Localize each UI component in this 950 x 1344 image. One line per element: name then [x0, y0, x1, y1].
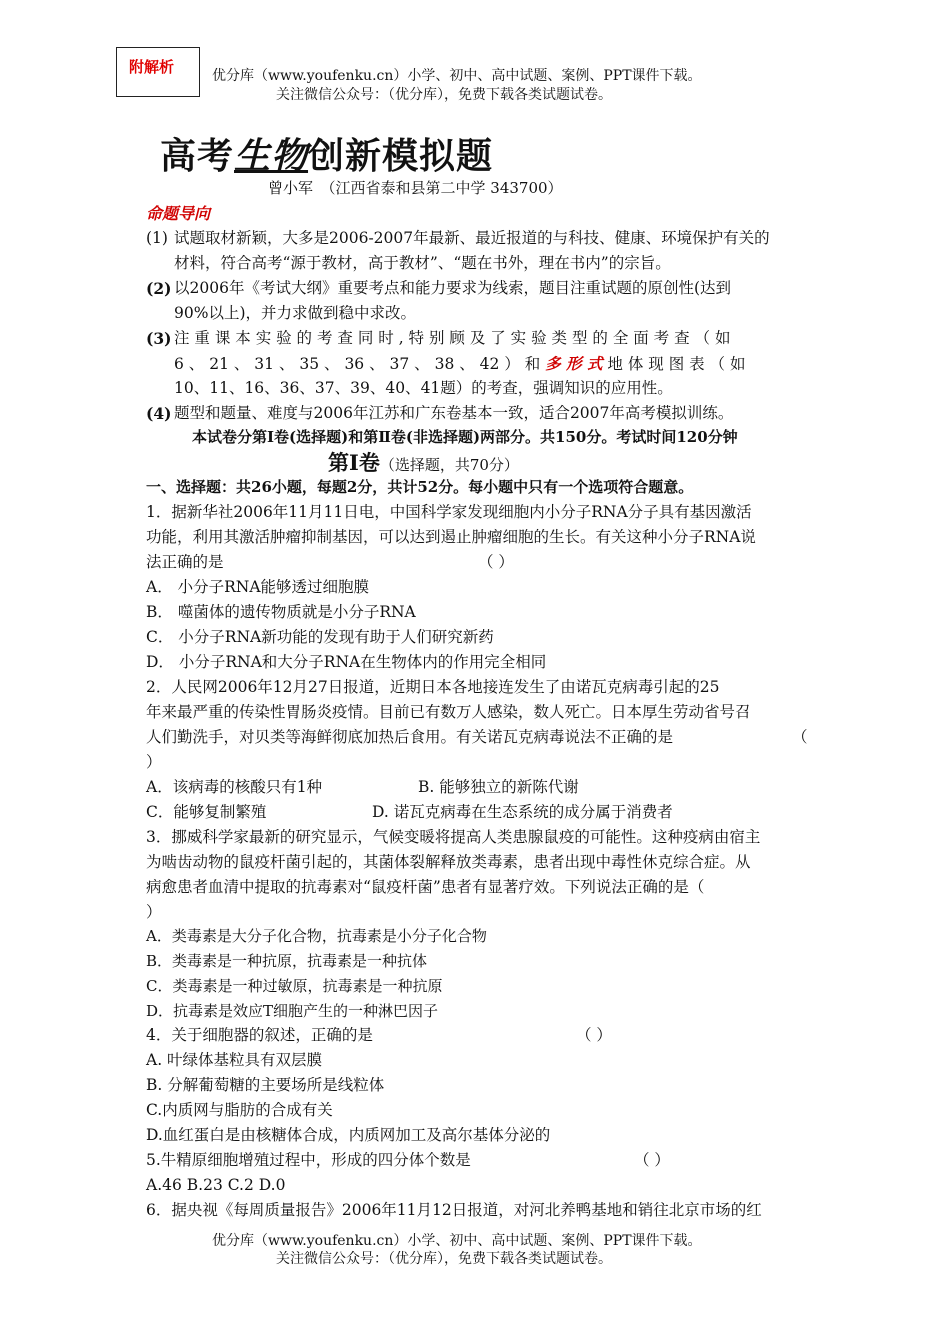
- q5-options: A.46 B.23 C.2 D.0: [146, 1176, 286, 1194]
- title-italic: 生物: [234, 135, 309, 177]
- q3-option-d: D．抗毒素是效应T细胞产生的一种淋巴因子: [146, 1002, 439, 1020]
- q3-line-1: 3．挪威科学家最新的研究显示，气候变暖将提高人类患腺鼠疫的可能性。这种疫病由宿主: [146, 828, 761, 846]
- header-line-2: 关注微信公众号：（优分库），免费下载各类试题试卷。: [276, 87, 612, 103]
- guide-item-3-line-1: 注 重 课 本 实 验 的 考 查 同 时 , 特 别 顾 及 了 实 验 类 型 的 全 面 考 查 （ 如: [174, 329, 731, 347]
- q1-line-2: 功能，利用其激活肿瘤抑制基因，可以达到遏止肿瘤细胞的生长。有关这种小分子RNA说: [146, 528, 756, 546]
- guide-item-4-line-1: 题型和题量、难度与2006年江苏和广东卷基本一致，适合2007年高考模拟训练。: [174, 404, 734, 422]
- guide-item-4-num: (4): [146, 404, 172, 423]
- guide-item-1-num: (1): [146, 229, 168, 247]
- exam-note: 本试卷分第Ⅰ卷(选择题)和第Ⅱ卷(非选择题)两部分。共150分。考试时间120分钟: [192, 428, 738, 446]
- q4-stem: 4．关于细胞器的叙述，正确的是: [146, 1026, 373, 1044]
- q2-option-d: D. 诺瓦克病毒在生态系统的成分属于消费者: [372, 803, 673, 821]
- footer-line-1: 优分库（www.youfenku.cn）小学、初中、高中试题、案例、PPT课件下载。: [212, 1233, 702, 1249]
- q3-option-a: A．类毒素是大分子化合物，抗毒素是小分子化合物: [146, 927, 487, 945]
- q4-option-d: D.血红蛋白是由核糖体合成，内质网加工及高尔基体分泌的: [146, 1126, 551, 1144]
- q2-line-1: 2．人民网2006年12月27日报道，近期日本各地接连发生了由诺瓦克病毒引起的25: [146, 678, 720, 696]
- page-title: [160, 128, 493, 179]
- guide-heading: 命题导向: [146, 204, 211, 223]
- q2-option-c: C．能够复制繁殖: [146, 803, 267, 821]
- guide-item-2-line-1: 以2006年《考试大纲》重要考点和能力要求为线索，题目注重试题的原创性(达到: [174, 279, 731, 297]
- q2-option-b: B. 能够独立的新陈代谢: [418, 778, 579, 796]
- q1-option-c: C． 小分子RNA新功能的发现有助于人们研究新药: [146, 628, 494, 646]
- q2-option-a: A．该病毒的核酸只有1种: [146, 778, 323, 796]
- q6-line-1: 6．据央视《每周质量报告》2006年11月12日报道，对河北养鸭基地和销往北京市场的红: [146, 1201, 762, 1219]
- title-prefix: 高考: [160, 135, 235, 177]
- q1-option-b: B． 噬菌体的遗传物质就是小分子RNA: [146, 603, 416, 621]
- q4-option-a: A. 叶绿体基粒具有双层膜: [146, 1051, 323, 1069]
- q1-answer-bracket: （ ）: [478, 553, 514, 571]
- guide-item-3-line-3: 10、11、16、36、37、39、40、41题）的考查，强调知识的应用性。: [174, 379, 673, 397]
- author-line: 曾小军 （江西省泰和县第二中学 343700）: [268, 179, 563, 197]
- part1-subheading: （选择题，共70分）: [379, 456, 519, 474]
- q3-option-c: C．类毒素是一种过敏原，抗毒素是一种抗原: [146, 977, 443, 995]
- stamp-label: 附解析: [129, 58, 175, 76]
- part1-heading: 第Ⅰ卷: [328, 450, 380, 475]
- guide-item-3-line-2b: 地 体 现 图 表 （ 如: [602, 355, 746, 373]
- q1-line-3: 法正确的是: [146, 553, 224, 571]
- guide-item-3-line-2: [174, 351, 745, 377]
- q3-option-b: B．类毒素是一种抗原，抗毒素是一种抗体: [146, 952, 428, 970]
- q1-option-a: A． 小分子RNA能够透过细胞膜: [146, 578, 370, 596]
- answer-stamp: [116, 47, 200, 97]
- q2-line-2: 年来最严重的传染性胃肠炎疫情。目前已有数万人感染，数人死亡。日本厚生劳动省号召: [146, 703, 751, 721]
- q1-option-d: D． 小分子RNA和大分子RNA在生物体内的作用完全相同: [146, 653, 547, 671]
- q2-line-3: 人们勤洗手，对贝类等海鲜彻底加热后食用。有关诺瓦克病毒说法不正确的是: [146, 728, 674, 746]
- q3-line-4: ）: [146, 903, 162, 921]
- section-1-heading: 一、选择题：共26小题，每题2分，共计52分。每小题中只有一个选项符合题意。: [146, 478, 694, 496]
- title-suffix: 创新模拟题: [308, 135, 494, 177]
- q3-line-3: 病愈患者血清中提取的抗毒素对“鼠疫杆菌”患者有显著疗效。下列说法正确的是（: [146, 878, 705, 896]
- q5-stem: 5.牛精原细胞增殖过程中，形成的四分体个数是: [146, 1151, 471, 1169]
- guide-item-3-num: (3): [146, 329, 172, 348]
- guide-item-3-line-2a: 6 、 21 、 31 、 35 、 36 、 37 、 38 、 42 ） 和: [174, 355, 546, 373]
- q4-option-c: C.内质网与脂肪的合成有关: [146, 1101, 333, 1119]
- q2-bracket-close: ）: [146, 753, 162, 771]
- q1-line-1: 1．据新华社2006年11月11日电，中国科学家发现细胞内小分子RNA分子具有基因激活: [146, 503, 752, 521]
- guide-item-3-highlight: 多 形 式: [545, 354, 603, 373]
- header-line-1: 优分库（www.youfenku.cn）小学、初中、高中试题、案例、PPT课件下载。: [212, 68, 702, 84]
- q5-answer-bracket: （ ）: [634, 1151, 670, 1169]
- footer-line-2: 关注微信公众号：（优分库），免费下载各类试题试卷。: [276, 1251, 612, 1267]
- guide-item-1-line-2: 材料，符合高考“源于教材，高于教材”、“题在书外，理在书内”的宗旨。: [174, 254, 671, 272]
- guide-item-2-line-2: 90%以上)，并力求做到稳中求改。: [174, 304, 416, 322]
- guide-item-2-num: (2): [146, 279, 172, 298]
- q2-bracket-open: （: [792, 728, 808, 746]
- part1-heading-block: [328, 447, 519, 477]
- q4-answer-bracket: （ ）: [576, 1026, 612, 1044]
- q4-option-b: B. 分解葡萄糖的主要场所是线粒体: [146, 1076, 385, 1094]
- guide-item-1-line-1: 试题取材新颖，大多是2006-2007年最新、最近报道的与科技、健康、环境保护有关的: [174, 229, 770, 247]
- q3-line-2: 为啮齿动物的鼠疫杆菌引起的，其菌体裂解释放类毒素，患者出现中毒性休克综合症。从: [146, 853, 751, 871]
